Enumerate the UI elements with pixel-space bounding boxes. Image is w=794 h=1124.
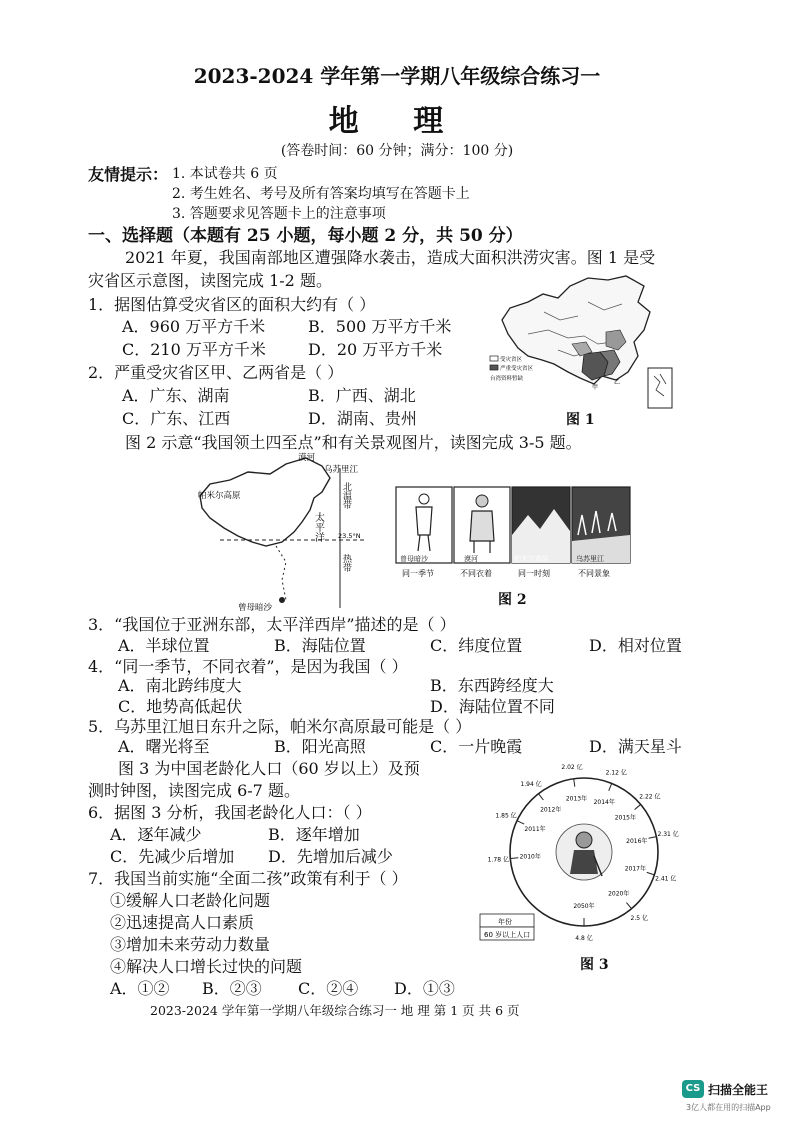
photo-caption: 不同衣着 (460, 569, 492, 578)
intro-text: 图 3 为中国老龄化人口（60 岁以上）及预 (118, 759, 420, 778)
clock-year-label: 2050年 (573, 903, 595, 910)
clock-value-label: 1.78 亿 (487, 856, 509, 864)
clock-year-label: 2017年 (624, 865, 646, 873)
label-zengmu: 曾母暗沙 (238, 603, 273, 612)
clock-tick (510, 858, 518, 859)
intro-text: 图 2 示意“我国领土四至点”和有关景观图片，读图完成 3-5 题。 (125, 433, 582, 452)
exam-title: 2023-2024 学年第一学期八年级综合练习一 (193, 64, 601, 88)
time-info: (答卷时间：60 分钟；满分：100 分) (280, 143, 514, 159)
q4-option-b: B．东西跨经度大 (430, 676, 554, 695)
question-7-stem: 7．我国当前实施“全面二孩”政策有利于（ ） (88, 869, 408, 888)
q7-statement-4: ④解决人口增长过快的问题 (110, 957, 303, 976)
question-4-stem: 4．“同一季节，不同衣着”，是因为我国（ ） (88, 657, 408, 676)
fig3-legend-year: 年份 (498, 918, 512, 926)
clock-value-label: 2.31 亿 (657, 831, 679, 839)
q1-option-a: A．960 万平方千米 (122, 317, 266, 336)
photo-caption: 不同景象 (578, 569, 610, 578)
figure-2-photos (394, 485, 632, 581)
question-3-stem: 3．“我国位于亚洲东部，太平洋西岸”描述的是（ ） (88, 615, 456, 634)
photo-name-pamier: 帕米尔高原 (514, 555, 549, 563)
figure-1-map (488, 272, 678, 417)
clock-value-label: 2.12 亿 (605, 769, 627, 777)
label-redai: 热带 (341, 554, 351, 572)
q5-option-c: C．一片晚霞 (430, 737, 523, 756)
clock-value-label: 1.94 亿 (520, 781, 542, 789)
q7-option-b: B．②③ (202, 979, 262, 998)
clock-year-label: 2010年 (519, 853, 541, 861)
q4-option-d: D．海陆位置不同 (430, 697, 555, 716)
figure-2-caption: 图 2 (498, 592, 527, 608)
label-wusulijiang: 乌苏里江 (324, 465, 359, 475)
intro-text: 灾省区示意图，读图完成 1-2 题。 (88, 271, 332, 290)
fig1-legend-1: 受灾省区 (500, 357, 523, 363)
intro-text: 2021 年夏，我国南部地区遭强降水袭击，造成大面积洪涝灾害。图 1 是受 (125, 248, 656, 267)
scanner-logo-icon: CS (682, 1080, 704, 1098)
fig1-label-jia: 甲 (592, 384, 599, 391)
clock-year-label: 2011年 (524, 826, 546, 834)
clock-year-label: 2016年 (626, 837, 648, 845)
q3-option-b: B．海陆位置 (274, 636, 366, 655)
fig1-legend-2: 严重受灾省区 (500, 366, 534, 372)
subject-title: 地 理 (328, 104, 466, 139)
clock-value-label: 2.22 亿 (639, 793, 661, 801)
label-latitude: 23.5°N (338, 532, 361, 540)
label-mohe: 漠河 (298, 453, 316, 463)
question-6-stem: 6．据图 3 分析，我国老龄化人口：（ ） (88, 803, 372, 822)
q4-option-a: A．南北跨纬度大 (118, 676, 242, 695)
photo-caption: 同一时刻 (518, 569, 550, 578)
q7-statement-3: ③增加未来劳动力数量 (110, 935, 271, 954)
q2-option-c: C．广东、江西 (122, 409, 231, 428)
question-2-stem: 2．严重受灾省区甲、乙两省是（ ） (88, 363, 344, 382)
q1-option-b: B．500 万平方千米 (308, 317, 452, 336)
label-wendai: 北温带 (341, 482, 351, 509)
figure-3-caption: 图 3 (580, 957, 609, 973)
q7-option-d: D．①③ (394, 979, 455, 998)
q6-option-d: D．先增加后减少 (268, 847, 393, 866)
q3-option-d: D．相对位置 (589, 636, 682, 655)
section-heading: 一、选择题（本题有 25 小题，每小题 2 分，共 50 分） (88, 226, 523, 246)
figure-2-map (190, 450, 372, 612)
label-taipingyang: 太平洋 (312, 512, 324, 542)
clock-value-label: 2.5 亿 (630, 914, 649, 922)
fig3-legend-pop: 60 岁以上人口 (484, 931, 531, 939)
q2-option-a: A．广东、湖南 (122, 386, 230, 405)
q1-option-d: D．20 万平方千米 (308, 340, 443, 359)
clock-year-label: 2020年 (608, 890, 630, 898)
q2-option-d: D．湖南、贵州 (308, 409, 417, 428)
fig1-label-yi: 乙 (614, 379, 621, 386)
q4-option-c: C．地势高低起伏 (118, 697, 243, 716)
photo-name-mohe: 漠河 (464, 555, 478, 563)
clock-year-label: 2012年 (540, 806, 562, 814)
q5-option-d: D．满天星斗 (589, 737, 682, 756)
clock-year-label: 2015年 (614, 814, 637, 822)
q6-option-a: A．逐年减少 (110, 825, 202, 844)
tip-item: 1. 本试卷共 6 页 (172, 166, 278, 182)
q7-option-c: C．②④ (298, 979, 359, 998)
clock-year-label: 2014年 (593, 798, 615, 806)
q3-option-a: A．半球位置 (118, 636, 210, 655)
clock-value-label: 4.8 亿 (575, 935, 593, 942)
q2-option-b: B．广西、湖北 (308, 386, 416, 405)
photo-caption: 同一季节 (402, 569, 434, 578)
question-5-stem: 5．乌苏里江旭日东升之际，帕米尔高原最可能是（ ） (88, 717, 472, 736)
label-pamier: 帕米尔高原 (198, 491, 241, 501)
photo-name-zengmu: 曾母暗沙 (400, 555, 428, 563)
tip-item: 2. 考生姓名、考号及所有答案均填写在答题卡上 (172, 186, 470, 202)
q6-option-b: B．逐年增加 (268, 825, 360, 844)
tip-item: 3. 答题要求见答题卡上的注意事项 (172, 206, 386, 222)
scanner-app-tagline: 3亿人都在用的扫描App (686, 1103, 771, 1112)
figure-1-caption: 图 1 (566, 412, 595, 428)
q7-statement-1: ①缓解人口老龄化问题 (110, 891, 271, 910)
scanner-app-name: 扫描全能王 (708, 1083, 769, 1097)
clock-year-label: 2013年 (565, 795, 588, 803)
page-footer: 2023-2024 学年第一学期八年级综合练习一 地 理 第 1 页 共 6 页 (150, 1003, 520, 1018)
fig1-legend-3: 台湾资料暂缺 (490, 376, 524, 382)
q6-option-c: C．先减少后增加 (110, 847, 235, 866)
tips-label: 友情提示： (88, 165, 169, 184)
clock-value-label: 1.85 亿 (495, 812, 517, 820)
q1-option-c: C．210 万平方千米 (122, 340, 266, 359)
question-1-stem: 1．据图估算受灾省区的面积大约有（ ） (88, 295, 376, 314)
q7-statement-2: ②迅速提高人口素质 (110, 913, 255, 932)
q3-option-c: C．纬度位置 (430, 636, 523, 655)
clock-value-label: 2.41 亿 (655, 875, 677, 883)
clock-value-label: 2.02 亿 (561, 764, 583, 771)
q7-option-a: A．①② (110, 979, 170, 998)
figure-3-clock (476, 764, 692, 950)
photo-name-wusuli: 乌苏里江 (576, 555, 604, 563)
q5-option-a: A．曙光将至 (118, 737, 210, 756)
q5-option-b: B．阳光高照 (274, 737, 366, 756)
intro-text: 测时钟图，读图完成 6-7 题。 (88, 781, 300, 800)
